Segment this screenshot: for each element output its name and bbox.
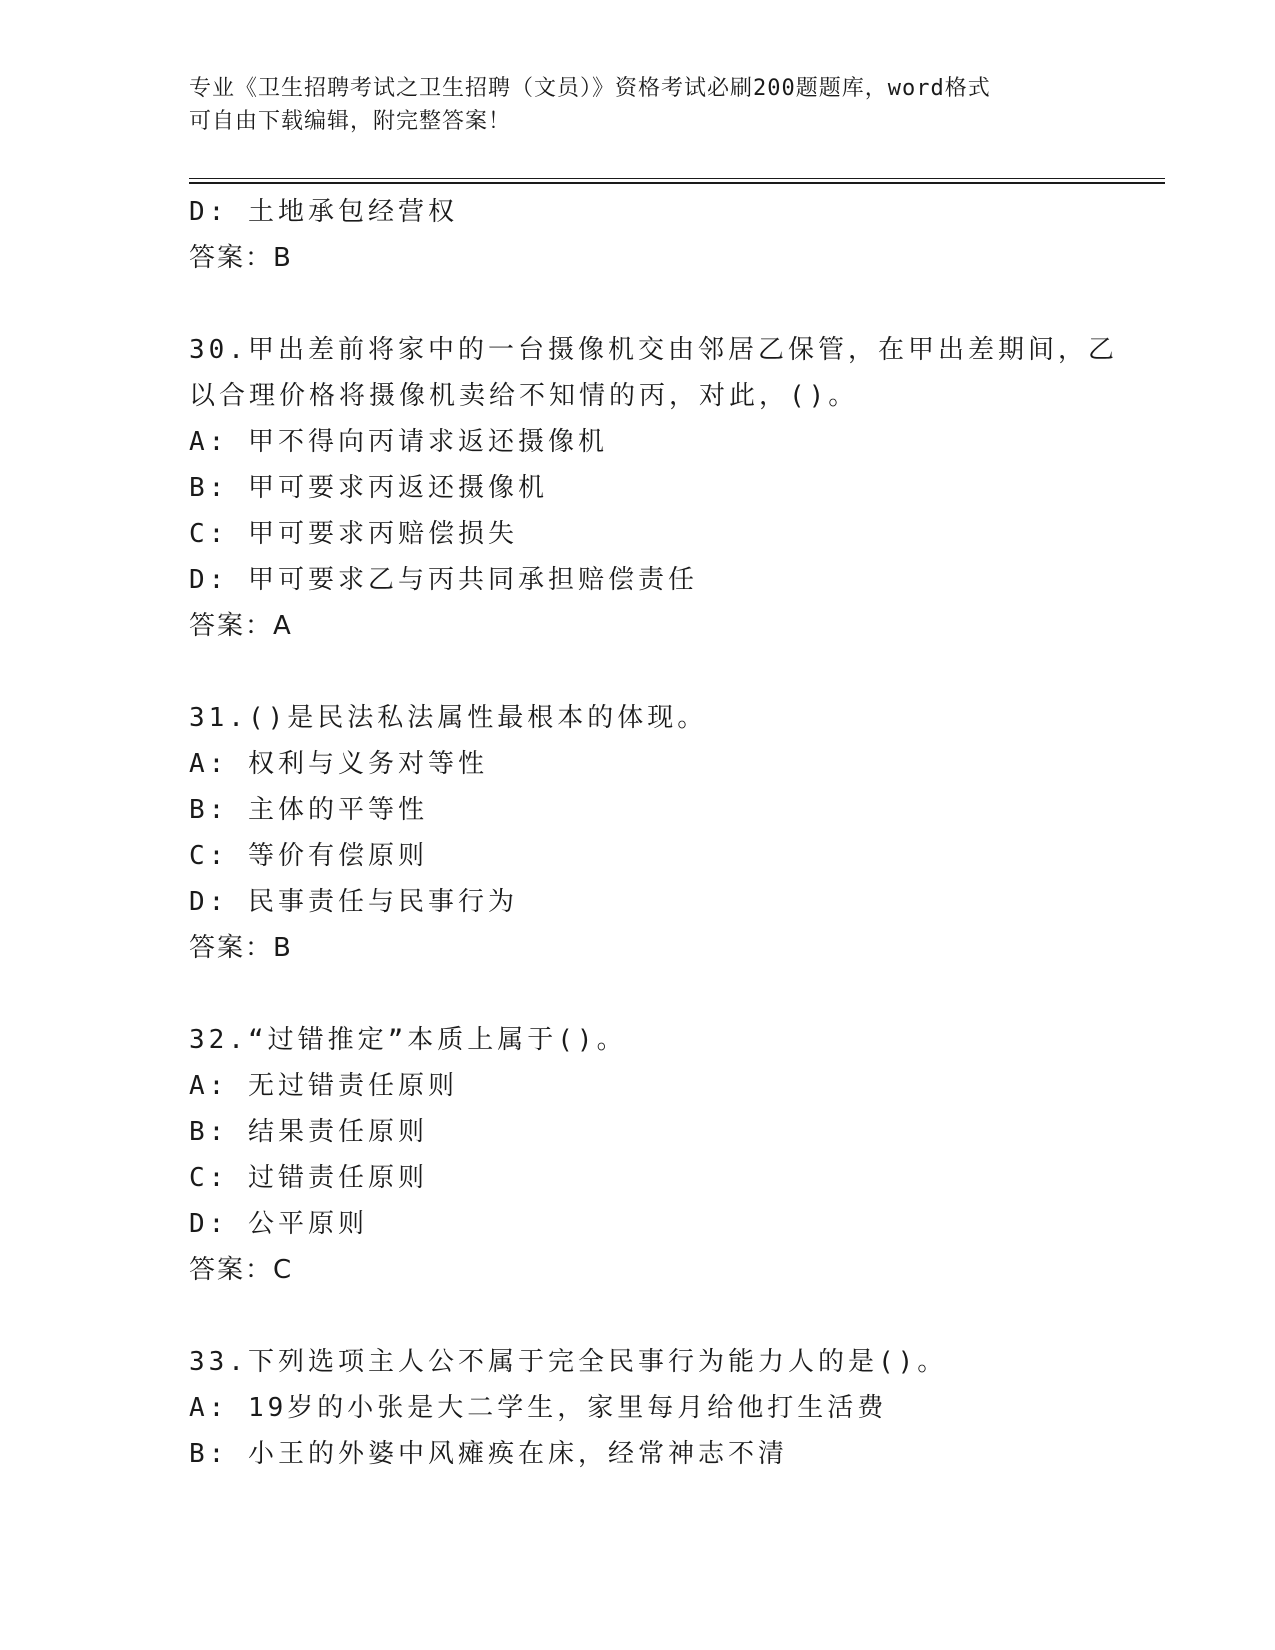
prev-answer: 答案：B	[189, 243, 293, 273]
header-line-2: 可自由下载编辑，附完整答案！	[189, 109, 512, 134]
answer: 答案：C	[189, 1255, 294, 1285]
option-d: D: 甲可要求乙与丙共同承担赔偿责任	[189, 565, 698, 595]
question-30	[189, 327, 1169, 649]
option-a: A: 甲不得向丙请求返还摄像机	[189, 427, 608, 457]
option-a: A: 无过错责任原则	[189, 1071, 458, 1101]
header-line-1: 专业《卫生招聘考试之卫生招聘（文员）》资格考试必刷200题题库，word格式	[189, 76, 991, 101]
question-list	[189, 189, 1169, 1477]
option-d: D: 民事责任与民事行为	[189, 887, 518, 917]
question-32	[189, 1017, 1169, 1293]
option-b: B: 结果责任原则	[189, 1117, 428, 1147]
question-stem: 33.下列选项主人公不属于完全民事行为能力人的是()。	[189, 1347, 948, 1377]
option-c: C: 甲可要求丙赔偿损失	[189, 519, 518, 549]
option-b: B: 主体的平等性	[189, 795, 428, 825]
option-a: A: 权利与义务对等性	[189, 749, 488, 779]
option-c: C: 等价有偿原则	[189, 841, 428, 871]
option-d: D: 公平原则	[189, 1209, 368, 1239]
question-31	[189, 695, 1169, 971]
prev-option-d: D: 土地承包经营权	[189, 197, 458, 227]
answer: 答案：A	[189, 611, 293, 641]
answer: 答案：B	[189, 933, 293, 963]
option-a: A: 19岁的小张是大二学生，家里每月给他打生活费	[189, 1393, 888, 1423]
question-33	[189, 1339, 1169, 1477]
option-b: B: 小王的外婆中风瘫痪在床，经常神志不清	[189, 1439, 788, 1469]
question-stem: 32.“过错推定”本质上属于()。	[189, 1025, 627, 1055]
header-divider-thick	[189, 182, 1165, 184]
option-c: C: 过错责任原则	[189, 1163, 428, 1193]
header-divider-thin	[189, 178, 1165, 179]
option-b: B: 甲可要求丙返还摄像机	[189, 473, 548, 503]
question-stem: 30.甲出差前将家中的一台摄像机交由邻居乙保管，在甲出差期间，乙	[189, 335, 1118, 365]
document-header	[189, 72, 1089, 138]
question-stem: 31.()是民法私法属性最根本的体现。	[189, 703, 708, 733]
question-stem-cont: 以合理价格将摄像机卖给不知情的丙，对此，()。	[189, 381, 859, 411]
